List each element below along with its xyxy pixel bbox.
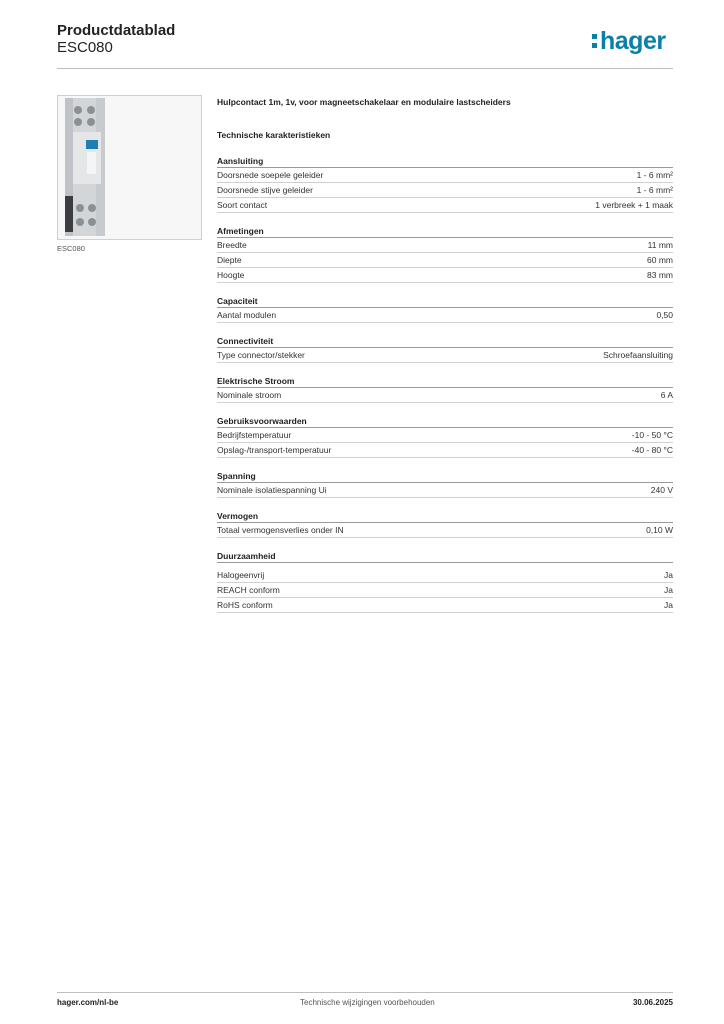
spec-section-title: Duurzaamheid <box>217 550 673 563</box>
spec-row <box>217 348 673 363</box>
spec-section <box>217 295 673 323</box>
spec-label: Aantal modulen <box>217 310 277 320</box>
logo-text: hager <box>600 27 666 55</box>
spec-label: Hoogte <box>217 270 245 280</box>
spec-row <box>217 583 673 598</box>
spec-row <box>217 483 673 498</box>
spec-value: 11 mm <box>647 240 673 250</box>
spec-value: Ja <box>664 600 673 610</box>
spec-section-title: Aansluiting <box>217 155 673 168</box>
spec-row <box>217 523 673 538</box>
footer-notice: Technische wijzigingen voorbehouden <box>300 998 435 1007</box>
spec-section <box>217 470 673 498</box>
spec-label: Soort contact <box>217 200 268 210</box>
spec-value: Ja <box>664 585 673 595</box>
spec-value: 0,50 <box>656 310 673 320</box>
logo-dots-icon <box>592 32 598 50</box>
spec-label: Halogeenvrij <box>217 570 265 580</box>
spec-section-title: Connectiviteit <box>217 335 673 348</box>
spec-section <box>217 415 673 458</box>
header-divider <box>57 68 673 69</box>
spec-value: 0,10 W <box>646 525 673 535</box>
product-image <box>57 95 202 240</box>
spec-row <box>217 268 673 283</box>
spec-value: 240 V <box>650 485 673 495</box>
spec-row <box>217 238 673 253</box>
footer-date: 30.06.2025 <box>632 998 673 1007</box>
spec-value: Ja <box>664 570 673 580</box>
spec-label: Doorsnede soepele geleider <box>217 170 324 180</box>
footer-divider <box>57 992 673 993</box>
spec-value: 1 - 6 mm² <box>636 185 673 195</box>
page-title: Productdatablad <box>57 22 176 39</box>
spec-label: Bedrijfstemperatuur <box>217 430 292 440</box>
spec-label: Opslag-/transport-temperatuur <box>217 445 332 455</box>
spec-row <box>217 388 673 403</box>
spec-value: -10 - 50 °C <box>631 430 673 440</box>
product-description: Hulpcontact 1m, 1v, voor magneetschakelaar en modulaire lastscheiders <box>217 97 511 107</box>
spec-value: 83 mm <box>647 270 673 280</box>
spec-section-title: Gebruiksvoorwaarden <box>217 415 673 428</box>
tech-heading: Technische karakteristieken <box>217 130 331 140</box>
spec-row <box>217 598 673 613</box>
spec-value: Schroefaansluiting <box>603 350 673 360</box>
spec-section <box>217 550 673 613</box>
spec-section-title: Elektrische Stroom <box>217 375 673 388</box>
product-photo-icon <box>58 96 201 239</box>
spec-value: 1 - 6 mm² <box>636 170 673 180</box>
spec-section-title: Vermogen <box>217 510 673 523</box>
spec-section <box>217 225 673 283</box>
spec-row <box>217 308 673 323</box>
spec-section <box>217 335 673 363</box>
hager-logo <box>592 27 666 56</box>
footer-website-link[interactable]: hager.com/nl-be <box>57 998 119 1007</box>
spec-section-title: Afmetingen <box>217 225 673 238</box>
spec-label: Type connector/stekker <box>217 350 305 360</box>
spec-label: REACH conform <box>217 585 280 595</box>
spec-label: Nominale isolatiespanning Ui <box>217 485 327 495</box>
spec-label: Totaal vermogensverlies onder IN <box>217 525 344 535</box>
spec-row <box>217 253 673 268</box>
spec-label: Diepte <box>217 255 242 265</box>
spec-row <box>217 183 673 198</box>
spec-value: 1 verbreek + 1 maak <box>595 200 673 210</box>
spec-label: Doorsnede stijve geleider <box>217 185 313 195</box>
spec-row <box>217 168 673 183</box>
spec-label: Nominale stroom <box>217 390 282 400</box>
image-caption: ESC080 <box>57 244 85 253</box>
spec-label: Breedte <box>217 240 247 250</box>
spec-section <box>217 155 673 213</box>
spec-row <box>217 443 673 458</box>
spec-section <box>217 510 673 538</box>
spec-row <box>217 198 673 213</box>
spec-value: -40 - 80 °C <box>631 445 673 455</box>
spec-value: 60 mm <box>647 255 673 265</box>
product-code: ESC080 <box>57 39 113 56</box>
spec-section-title: Capaciteit <box>217 295 673 308</box>
spec-section <box>217 375 673 403</box>
spec-label: RoHS conform <box>217 600 273 610</box>
spec-section-title: Spanning <box>217 470 673 483</box>
spec-row <box>217 568 673 583</box>
spec-value: 6 A <box>660 390 673 400</box>
spec-row <box>217 428 673 443</box>
spec-table <box>217 155 673 625</box>
